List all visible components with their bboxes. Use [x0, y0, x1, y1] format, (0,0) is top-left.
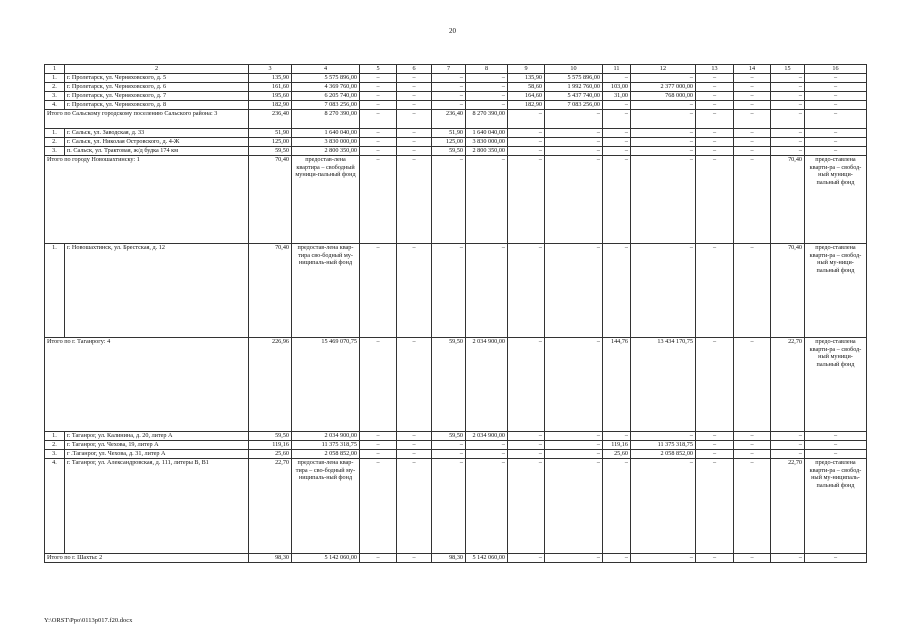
value-cell-col14: –	[734, 554, 771, 563]
value-cell-col10: –	[545, 110, 603, 129]
value-cell-col5: –	[360, 432, 397, 441]
value-cell-col16: предо-ставлена кварти-ра – свобод-ный му-ниципаль-пальный фонд	[805, 459, 867, 554]
value-cell-col12: 11 375 318,75	[631, 441, 696, 450]
value-cell-col11: –	[603, 244, 631, 338]
column-number: 1	[45, 65, 65, 74]
value-cell-col8: 2 800 350,00	[466, 147, 508, 156]
value-cell-col16: предо-ставлена кварти-ра – свобод-ный муници-пальный фонд	[805, 156, 867, 244]
table-row	[45, 147, 867, 156]
value-cell-col7: –	[432, 441, 466, 450]
value-cell-col15: 22,70	[771, 338, 805, 432]
value-cell-col9: –	[508, 138, 545, 147]
row-number: 1.	[45, 74, 65, 83]
value-cell-col10: 7 083 256,00	[545, 101, 603, 110]
value-cell-col4: 3 830 000,00	[292, 138, 360, 147]
value-cell-col12: 768 000,00	[631, 92, 696, 101]
address-cell: г. Таганрог, ул. Александровская, д. 111, литеры В, В1	[65, 459, 249, 554]
value-cell-col5: –	[360, 441, 397, 450]
value-cell-col5: –	[360, 74, 397, 83]
value-cell-col5: –	[360, 459, 397, 554]
value-cell-col15: –	[771, 138, 805, 147]
address-cell: г. Пролетарск, ул. Черняховского, д. 8	[65, 101, 249, 110]
subtotal-row	[45, 338, 867, 432]
value-cell-col6: –	[397, 156, 432, 244]
value-cell-col12: 2 058 852,00	[631, 450, 696, 459]
value-cell-col15: –	[771, 92, 805, 101]
value-cell-col10: –	[545, 432, 603, 441]
row-number: 1.	[45, 129, 65, 138]
value-cell-col12: –	[631, 244, 696, 338]
value-cell-col3: 125,00	[249, 138, 292, 147]
value-cell-col6: –	[397, 129, 432, 138]
value-cell-col16: –	[805, 441, 867, 450]
value-cell-col13: –	[696, 244, 734, 338]
value-cell-col12: –	[631, 74, 696, 83]
value-cell-col12: –	[631, 459, 696, 554]
value-cell-col13: –	[696, 83, 734, 92]
value-cell-col12: –	[631, 147, 696, 156]
value-cell-col12: –	[631, 110, 696, 129]
value-cell-col16: –	[805, 138, 867, 147]
value-cell-col6: –	[397, 450, 432, 459]
value-cell-col4: 5 142 060,00	[292, 554, 360, 563]
value-cell-col9: –	[508, 156, 545, 244]
column-number-row	[45, 65, 867, 74]
column-number: 12	[631, 65, 696, 74]
value-cell-col7: –	[432, 101, 466, 110]
value-cell-col9: –	[508, 432, 545, 441]
value-cell-col8: –	[466, 74, 508, 83]
value-cell-col8: –	[466, 92, 508, 101]
value-cell-col16: –	[805, 147, 867, 156]
value-cell-col6: –	[397, 101, 432, 110]
value-cell-col13: –	[696, 129, 734, 138]
value-cell-col10: –	[545, 459, 603, 554]
table-row	[45, 138, 867, 147]
value-cell-col12: –	[631, 432, 696, 441]
value-cell-col5: –	[360, 554, 397, 563]
address-cell: г .Таганрог, ул. Чехова, д. 31, литер А	[65, 450, 249, 459]
value-cell-col3: 22,70	[249, 459, 292, 554]
value-cell-col15: –	[771, 147, 805, 156]
value-cell-col15: 70,40	[771, 156, 805, 244]
value-cell-col7: 236,40	[432, 110, 466, 129]
table-row	[45, 432, 867, 441]
value-cell-col11: –	[603, 101, 631, 110]
row-number: 2.	[45, 441, 65, 450]
address-cell: г. Таганрог, ул. Калинина, д. 20, литер А	[65, 432, 249, 441]
value-cell-col15: –	[771, 83, 805, 92]
row-number: 3.	[45, 450, 65, 459]
value-cell-col11: –	[603, 74, 631, 83]
table-row	[45, 441, 867, 450]
subtotal-row	[45, 110, 867, 129]
value-cell-col10: 1 992 760,00	[545, 83, 603, 92]
value-cell-col4: 5 575 896,00	[292, 74, 360, 83]
value-cell-col9: 135,90	[508, 74, 545, 83]
value-cell-col14: –	[734, 432, 771, 441]
value-cell-col5: –	[360, 101, 397, 110]
value-cell-col4: предостав-лена квартира – свободный муници-пальный фонд	[292, 156, 360, 244]
value-cell-col3: 119,16	[249, 441, 292, 450]
value-cell-col8: –	[466, 101, 508, 110]
column-number: 16	[805, 65, 867, 74]
value-cell-col16: –	[805, 83, 867, 92]
value-cell-col11: –	[603, 138, 631, 147]
value-cell-col11: –	[603, 110, 631, 129]
address-cell: п. Сальск, ул. Трактовая, ж/д будка 174 км	[65, 147, 249, 156]
value-cell-col15: –	[771, 110, 805, 129]
value-cell-col13: –	[696, 459, 734, 554]
table-row	[45, 129, 867, 138]
row-number: 4.	[45, 101, 65, 110]
value-cell-col5: –	[360, 83, 397, 92]
value-cell-col14: –	[734, 459, 771, 554]
table-row	[45, 83, 867, 92]
value-cell-col6: –	[397, 441, 432, 450]
value-cell-col16: –	[805, 450, 867, 459]
value-cell-col12: –	[631, 129, 696, 138]
value-cell-col8: 2 034 900,00	[466, 338, 508, 432]
value-cell-col6: –	[397, 554, 432, 563]
value-cell-col3: 59,50	[249, 432, 292, 441]
value-cell-col11: –	[603, 459, 631, 554]
value-cell-col13: –	[696, 441, 734, 450]
value-cell-col10: –	[545, 554, 603, 563]
value-cell-col13: –	[696, 338, 734, 432]
value-cell-col12: –	[631, 156, 696, 244]
value-cell-col11: –	[603, 554, 631, 563]
value-cell-col9: –	[508, 441, 545, 450]
value-cell-col7: –	[432, 244, 466, 338]
subtotal-label: Итого по г. Шахты: 2	[45, 554, 249, 563]
value-cell-col3: 135,90	[249, 74, 292, 83]
value-cell-col10: –	[545, 450, 603, 459]
subtotal-label: Итого по городу Новошахтинску: 1	[45, 156, 249, 244]
address-cell: г. Пролетарск, ул. Черняховского, д. 5	[65, 74, 249, 83]
value-cell-col13: –	[696, 450, 734, 459]
value-cell-col13: –	[696, 554, 734, 563]
value-cell-col13: –	[696, 110, 734, 129]
value-cell-col4: 7 083 256,00	[292, 101, 360, 110]
value-cell-col14: –	[734, 101, 771, 110]
value-cell-col15: –	[771, 450, 805, 459]
value-cell-col9: –	[508, 129, 545, 138]
value-cell-col15: –	[771, 129, 805, 138]
value-cell-col6: –	[397, 338, 432, 432]
address-cell: г. Пролетарск, ул. Черняховского, д. 7	[65, 92, 249, 101]
value-cell-col6: –	[397, 92, 432, 101]
value-cell-col9: 164,60	[508, 92, 545, 101]
value-cell-col10: –	[545, 338, 603, 432]
value-cell-col10: –	[545, 441, 603, 450]
value-cell-col7: 98,30	[432, 554, 466, 563]
value-cell-col14: –	[734, 92, 771, 101]
value-cell-col13: –	[696, 432, 734, 441]
row-number: 2.	[45, 83, 65, 92]
value-cell-col8: 3 830 000,00	[466, 138, 508, 147]
column-number: 4	[292, 65, 360, 74]
value-cell-col6: –	[397, 244, 432, 338]
table-row	[45, 92, 867, 101]
value-cell-col5: –	[360, 244, 397, 338]
value-cell-col10: –	[545, 147, 603, 156]
value-cell-col16: –	[805, 129, 867, 138]
value-cell-col9: –	[508, 450, 545, 459]
value-cell-col9: 58,60	[508, 83, 545, 92]
value-cell-col8: –	[466, 441, 508, 450]
address-cell: г. Таганрог, ул. Чехова, 19, литер А	[65, 441, 249, 450]
table-row	[45, 74, 867, 83]
value-cell-col6: –	[397, 110, 432, 129]
value-cell-col9: –	[508, 338, 545, 432]
value-cell-col11: 103,00	[603, 83, 631, 92]
value-cell-col15: 70,40	[771, 244, 805, 338]
value-cell-col8: 5 142 060,00	[466, 554, 508, 563]
value-cell-col14: –	[734, 156, 771, 244]
value-cell-col8: –	[466, 244, 508, 338]
value-cell-col4: предостав-лена квар-тира сво-бодный му-ниципаль-ный фонд	[292, 244, 360, 338]
row-number: 1.	[45, 244, 65, 338]
value-cell-col5: –	[360, 338, 397, 432]
value-cell-col7: –	[432, 83, 466, 92]
value-cell-col15: –	[771, 554, 805, 563]
value-cell-col16: предо-ставлена кварти-ра – свобод-ный му-ници-пальный фонд	[805, 244, 867, 338]
value-cell-col4: 8 270 390,00	[292, 110, 360, 129]
value-cell-col4: 1 640 040,00	[292, 129, 360, 138]
value-cell-col8: –	[466, 83, 508, 92]
value-cell-col8: –	[466, 156, 508, 244]
value-cell-col14: –	[734, 441, 771, 450]
value-cell-col16: –	[805, 110, 867, 129]
value-cell-col13: –	[696, 147, 734, 156]
value-cell-col6: –	[397, 147, 432, 156]
value-cell-col11: 119,16	[603, 441, 631, 450]
row-number: 4.	[45, 459, 65, 554]
value-cell-col10: –	[545, 156, 603, 244]
row-number: 2.	[45, 138, 65, 147]
column-number: 7	[432, 65, 466, 74]
value-cell-col11: 144,76	[603, 338, 631, 432]
value-cell-col9: –	[508, 554, 545, 563]
address-cell: г. Сальск, ул. Николая Островского, д. 4-Ж	[65, 138, 249, 147]
value-cell-col3: 70,40	[249, 156, 292, 244]
value-cell-col11: –	[603, 156, 631, 244]
value-cell-col11: –	[603, 432, 631, 441]
footer-file-path: Y:\ORST\Ppo\0113p017.f20.docx	[44, 617, 133, 624]
value-cell-col13: –	[696, 138, 734, 147]
value-cell-col14: –	[734, 147, 771, 156]
value-cell-col3: 59,50	[249, 147, 292, 156]
value-cell-col12: –	[631, 554, 696, 563]
value-cell-col9: –	[508, 244, 545, 338]
value-cell-col8: –	[466, 450, 508, 459]
value-cell-col12: –	[631, 101, 696, 110]
value-cell-col9: –	[508, 110, 545, 129]
value-cell-col5: –	[360, 450, 397, 459]
value-cell-col10: –	[545, 138, 603, 147]
value-cell-col10: –	[545, 129, 603, 138]
value-cell-col16: –	[805, 432, 867, 441]
table-row	[45, 459, 867, 554]
value-cell-col5: –	[360, 147, 397, 156]
value-cell-col8: –	[466, 459, 508, 554]
value-cell-col9: –	[508, 147, 545, 156]
value-cell-col5: –	[360, 156, 397, 244]
value-cell-col4: 15 469 070,75	[292, 338, 360, 432]
address-cell: г. Сальск, ул. Заводская, д. 33	[65, 129, 249, 138]
value-cell-col9: 182,90	[508, 101, 545, 110]
value-cell-col5: –	[360, 138, 397, 147]
value-cell-col15: –	[771, 441, 805, 450]
value-cell-col14: –	[734, 450, 771, 459]
value-cell-col15: –	[771, 432, 805, 441]
value-cell-col3: 70,40	[249, 244, 292, 338]
value-cell-col3: 25,60	[249, 450, 292, 459]
table-row	[45, 101, 867, 110]
value-cell-col14: –	[734, 338, 771, 432]
value-cell-col7: 51,90	[432, 129, 466, 138]
value-cell-col14: –	[734, 129, 771, 138]
value-cell-col7: –	[432, 459, 466, 554]
property-table	[44, 64, 867, 563]
column-number: 15	[771, 65, 805, 74]
value-cell-col13: –	[696, 101, 734, 110]
value-cell-col12: –	[631, 138, 696, 147]
value-cell-col16: предо-ставлена кварти-ра – свобод-ный муници-пальный фонд	[805, 338, 867, 432]
value-cell-col14: –	[734, 244, 771, 338]
column-number: 10	[545, 65, 603, 74]
row-number: 1.	[45, 432, 65, 441]
value-cell-col10: 5 437 740,00	[545, 92, 603, 101]
value-cell-col8: 8 270 390,00	[466, 110, 508, 129]
table-row	[45, 244, 867, 338]
value-cell-col5: –	[360, 110, 397, 129]
value-cell-col16: –	[805, 554, 867, 563]
value-cell-col13: –	[696, 92, 734, 101]
value-cell-col7: –	[432, 450, 466, 459]
address-cell: г. Пролетарск, ул. Черняховского, д. 6	[65, 83, 249, 92]
value-cell-col7: 59,50	[432, 432, 466, 441]
value-cell-col4: предостав-лена квар-тира – сво-бодный му-ниципаль-ный фонд	[292, 459, 360, 554]
value-cell-col11: –	[603, 147, 631, 156]
value-cell-col4: 11 375 318,75	[292, 441, 360, 450]
value-cell-col7: –	[432, 156, 466, 244]
value-cell-col4: 4 369 760,00	[292, 83, 360, 92]
value-cell-col13: –	[696, 156, 734, 244]
value-cell-col7: –	[432, 92, 466, 101]
value-cell-col16: –	[805, 92, 867, 101]
value-cell-col3: 226,96	[249, 338, 292, 432]
subtotal-row	[45, 156, 867, 244]
value-cell-col12: 2 377 000,00	[631, 83, 696, 92]
column-number: 6	[397, 65, 432, 74]
column-number: 2	[65, 65, 249, 74]
subtotal-label: Итого по г. Таганрогу: 4	[45, 338, 249, 432]
value-cell-col7: 59,50	[432, 147, 466, 156]
page-number: 20	[449, 27, 456, 35]
value-cell-col5: –	[360, 129, 397, 138]
column-number: 3	[249, 65, 292, 74]
value-cell-col10: –	[545, 244, 603, 338]
value-cell-col14: –	[734, 74, 771, 83]
value-cell-col7: 59,50	[432, 338, 466, 432]
value-cell-col7: 125,00	[432, 138, 466, 147]
column-number: 9	[508, 65, 545, 74]
value-cell-col6: –	[397, 74, 432, 83]
column-number: 5	[360, 65, 397, 74]
value-cell-col7: –	[432, 74, 466, 83]
value-cell-col6: –	[397, 459, 432, 554]
value-cell-col3: 51,90	[249, 129, 292, 138]
value-cell-col15: –	[771, 74, 805, 83]
value-cell-col6: –	[397, 83, 432, 92]
value-cell-col11: –	[603, 129, 631, 138]
value-cell-col12: 13 434 170,75	[631, 338, 696, 432]
address-cell: г. Новошахтинск, ул. Брестская, д. 12	[65, 244, 249, 338]
value-cell-col3: 195,60	[249, 92, 292, 101]
value-cell-col14: –	[734, 83, 771, 92]
value-cell-col4: 2 034 900,00	[292, 432, 360, 441]
value-cell-col13: –	[696, 74, 734, 83]
value-cell-col4: 2 058 852,00	[292, 450, 360, 459]
column-number: 8	[466, 65, 508, 74]
value-cell-col4: 6 205 740,00	[292, 92, 360, 101]
value-cell-col8: 1 640 040,00	[466, 129, 508, 138]
value-cell-col6: –	[397, 138, 432, 147]
table-row	[45, 450, 867, 459]
subtotal-label: Итого по Сальскому городскому поселению Сальского района: 3	[45, 110, 249, 129]
value-cell-col9: –	[508, 459, 545, 554]
value-cell-col3: 182,90	[249, 101, 292, 110]
column-number: 14	[734, 65, 771, 74]
subtotal-row	[45, 554, 867, 563]
value-cell-col15: 22,70	[771, 459, 805, 554]
value-cell-col3: 236,40	[249, 110, 292, 129]
value-cell-col3: 98,30	[249, 554, 292, 563]
column-number: 11	[603, 65, 631, 74]
value-cell-col14: –	[734, 110, 771, 129]
row-number: 3.	[45, 92, 65, 101]
value-cell-col15: –	[771, 101, 805, 110]
value-cell-col5: –	[360, 92, 397, 101]
row-number: 3.	[45, 147, 65, 156]
value-cell-col6: –	[397, 432, 432, 441]
value-cell-col8: 2 034 900,00	[466, 432, 508, 441]
value-cell-col4: 2 800 350,00	[292, 147, 360, 156]
column-number: 13	[696, 65, 734, 74]
value-cell-col11: 25,60	[603, 450, 631, 459]
value-cell-col10: 5 575 896,00	[545, 74, 603, 83]
value-cell-col16: –	[805, 74, 867, 83]
value-cell-col16: –	[805, 101, 867, 110]
value-cell-col3: 161,60	[249, 83, 292, 92]
value-cell-col14: –	[734, 138, 771, 147]
value-cell-col11: 31,00	[603, 92, 631, 101]
